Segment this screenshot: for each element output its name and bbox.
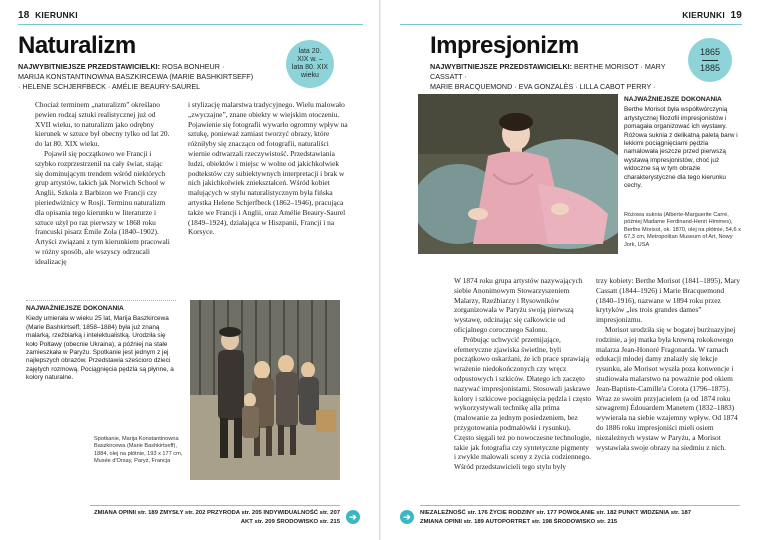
paragraph: Pojawił się początkowo we Francji i szybko rozprzestrzenił na cały świat, stając się dominującym trendem wśród niektórych grup artystów, takich jak Norwich School w Anglii, Szkoła z Barbizon we Francji czy pieriedwiżnicy w Rosji. Terminu naturalizm dla opisania tego kierunku w literaturze i sztuce użył po raz pierwszy w 1868 roku francuski pisarz Émile Zola (1840–1902). Artyści związani z tym kierunkiem pracowali w różny sposób, ale wszyscy odrzucali idealizację [35,148,170,266]
badge-line1-left: lata 20. [298,48,322,55]
footer-line2-right: ZMIANA OPINII str. 189 AUTOPORTRET str. 198 ŚRODOWISKO str. 215 [420,518,618,525]
painting-spotkanie [190,300,340,480]
page-number-left: 18 [18,10,30,21]
key-achievements-header-right: NAJWAŻNIEJSZE DOKONANIA [624,96,722,103]
reps-line1-right: BERTHE MORISOT · MARY CASSATT · [430,62,666,81]
running-head-right [682,10,742,21]
representatives-left [18,62,286,92]
badge-separator [702,60,718,61]
body-column-1-right [454,276,592,472]
period-badge-left [286,40,334,88]
reps-line3-left: · HELENE SCHJERFBECK · AMÉLIE BEAURY-SAUREL [18,82,201,91]
body-column-2-left [188,100,348,237]
painting-rozowa-suknia [418,94,618,254]
caption-left: Spotkanie, Marija Konstantinowna Baszkircewa (Marie Bashkirtseff), 1884, olej na płótnie, 193 x 177 cm, Musée d'Orsay, Paryż, Francja [94,436,183,465]
right-page [380,0,760,540]
reps-label-right: NAJWYBITNIEJSZE PRZEDSTAWICIELKI: [430,62,573,71]
period-badge-right [688,38,732,82]
footer-line2-left: AKT str. 209 ŚRODOWISKO str. 215 [240,518,340,525]
page-number-right: 19 [730,10,742,21]
key-achievements-box-right [624,96,744,190]
paragraph: Chociaż terminem „naturalizm” określano pewien rodzaj sztuki realistycznej już od XVII wieku, to naturalizm jako odrębny kierunek w sztuce był obecny tylko od lat 20. do lat 80. XIX wieku. [35,100,170,149]
paragraph: Morisot urodziła się w bogatej burżuazyjnej rodzinie, a jej matka była krewną rokokowego malarza Jean-Honoré Fragonarda. W ramach edukacji młodej damy znalazły się lekcje rysunku, ale Morisot wyszła poza konwencje i studiowała malarstwo na poważnie pod okiem Jean-Baptiste-Camille'a Corota (1796–1875). Wraz ze swoim przyjacielem (a od 1874 roku szwagrem) Édouardem Manetem (1832–1883) wywierała na siebie wzajemny wpływ. Od 1874 do 1886 roku impresjoniści mieli osiem niezależnych wystaw w Paryżu, a Morisot wystawiała swoje obrazy na siedmiu z nich. [596,324,738,452]
key-achievements-box-left [26,300,176,383]
paragraph: i stylizację malarstwa tradycyjnego. Wielu malowało „zwyczajne”, znane obiekty w wiejskim otoczeniu. Pojawienie się fotografii wywarło ogromny wpływ na sztukę, ponieważ zamiast tworzyć obrazy, które różniłyby się znacząco od fotografii, naturaliści wiernie odtwarzali rzeczywistość. Przedstawiania ludzi, obiektów i miejsc w wolne od jakichkolwiek podtekstów czy subiektywnych interpretacji i brak w nich jakichkolwiek zniekształceń. Wśród kobiet malujących w stylu naturalistycznym była fińska artystka Helene Schjerfbeck (1862–1946), pracująca także we Francji i Anglii, oraz Amélie Beaury-Saurel (1849–1924), działająca w Hiszpanii, Francji i na Korsyce. [188,100,348,237]
footer-rule-left [90,505,340,506]
paragraph: W 1874 roku grupa artystów nazywających siebie Anonimowym Stowarzyszeniem Malarzy, Rzeźbiarzy i Rysowników zorganizowała w Paryżu swoją pierwszą wystawę, odcinając się całkowicie od oficjalnego corocznego Salonu. [454,276,583,334]
header-rule-left [18,24,363,25]
paragraph: Próbując uchwycić przemijające, efemeryczne zjawiska świetlne, byli początkowo oskarżani, że ich prace sprawiają wrażenie niedokończonych czy wręcz odpustowych i szkiców. Dlatego ich zaczęto nazywać impresjonistami. Stosowali jaskrawe kolory i szkicowe pociągnięcia pędzla i często wykorzystywali technikę alla prima (malowanie za jednym posiedzeniem, bez przygotowania podmalówki i rysunku). Często sięgali też po nowoczesne technologie, takie jak fotografia czy syntetyczne pigmenty i zwykle malowali sceny z życia codziennego. Wśród przedstawicieli tego stylu były [454,334,592,472]
painting-rozowa-suknia-image [418,94,618,254]
cross-reference-footer-right [420,509,750,527]
badge-top-right: 1865 [699,46,721,57]
next-arrow-icon-right[interactable]: ➔ [400,510,414,524]
running-head-label-left: KIERUNKI [35,10,78,20]
key-achievements-header-left: NAJWAŻNIEJSZE DOKONANIA [26,305,124,312]
page-title-naturalizm: Naturalizm [18,32,136,59]
key-achievements-text-left: Kiedy umierała w wieku 25 lat, Marija Baszkircewa (Marie Bashkirtseff, 1858–1884) była już znaną malarką, rzeźbiarką i intelektualistką. Urodziła się koło Połtawy (obecnie Ukraina), a później na stałe zamieszkała w Paryżu. Spotkanie jest jednym z jej najlepszych obrazów. Przedstawia sześciorо dzieci zajętych rozmową. Pociągnięcia pędzla są płynne, a kolory naturalne. [26,315,174,382]
paragraph: trzy kobiety: Berthe Morisot (1841–1895), Mary Cassatt (1844–1926) i Marie Bracquemond (1840–1916), nazwane w 1894 roku przez krytyków „les trois grandes dames” impresjonizmu. [596,276,741,325]
badge-bottom-right: 1885 [699,62,721,73]
footer-line1-left: ZMIANA OPINII str. 189 ZMYSŁY str. 202 PRZYRODA str. 205 INDYWIDUALNOŚĆ str. 207 [94,510,340,516]
page-title-impresjonizm: Impresjonizm [430,32,579,59]
reps-line1-left: ROSA BONHEUR · [162,62,225,71]
header-rule-right [400,24,742,25]
next-arrow-icon-left[interactable]: ➔ [346,510,360,524]
body-column-1-left [35,100,170,267]
running-head-label-right: KIERUNKI [682,10,725,20]
badge-line2-left: XIX w. – [297,56,323,63]
painting-spotkanie-image [190,300,340,480]
badge-line4-left: wieku [301,72,319,79]
footer-line1-right: NIEZALEŻNOŚĆ str. 176 ŻYCIE RODZINY str. 177 POWOŁANIE str. 182 PUNKT WIDZENIA str. 187 [420,510,692,516]
reps-line2-right: MARIE BRACQUEMOND · EVA GONZALÈS · LILLA CABOT PERRY · [430,82,656,91]
key-achievements-text-right: Berthe Morisot była współtwórczynią artystycznej filozofii impresjonistów i pomagała organizować ich wystawy. Różowa suknia z delikatną paletą barw i lekkimi pociągnięciami pędzla namalowała jeszcze przed pierwszą wystawą impresjonistów, choć już widoczne są w tym obrazie charakterystyczne dla tego kierunku cechy. [624,106,738,190]
badge-line3-left: lata 80. XIX [291,64,329,71]
caption-right: Różowa suknia (Alberte-Marguerite Carré, później Madame Ferdinand-Henri Himmes), Berthe Morisot, ok. 1870, olej na płótnie, 54,6 x 67,3 cm, Metropolitan Museum of Art, Nowy Jork, USA [624,212,741,248]
cross-reference-footer-left [60,509,340,527]
running-head-left [18,10,78,21]
footer-rule-right [420,505,740,506]
reps-label-left: NAJWYBITNIEJSZE PRZEDSTAWICIELKI: [18,62,161,71]
reps-line2-left: MARIJA KONSTANTINOWNA BASZKIRCEWA (MARIE BASHKIRTSEFF) [18,72,254,81]
body-column-2-right [596,276,744,452]
